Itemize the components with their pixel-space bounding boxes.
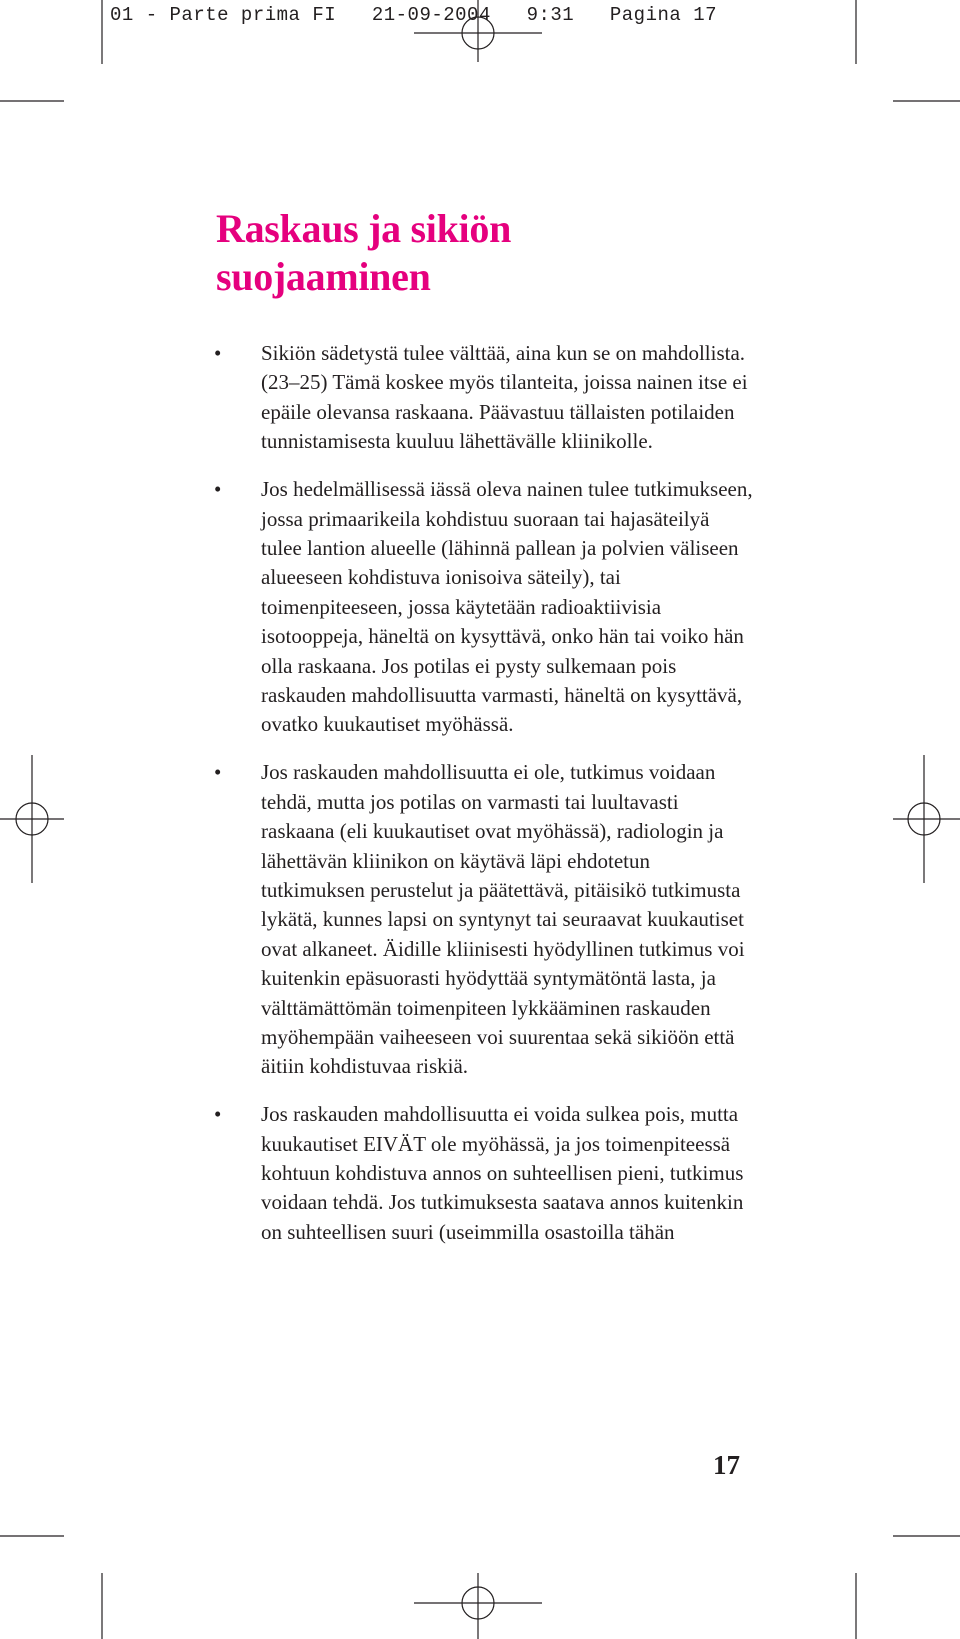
page-title: [216, 205, 511, 301]
registration-mark-left: [0, 755, 64, 883]
print-slug-line: 01 - Parte prima FI 21-09-2004 9:31 Pagina 17: [110, 4, 717, 26]
list-item-text: Sikiön sädetystä tulee välttää, aina kun se on mahdollista. (23–25) Tämä koskee myös tilanteita, joissa nainen itse ei epäile olevansa raskaana. Päävastuu tällaisten potilaiden tunnistamisesta kuuluu lähettävälle kliinikolle.: [261, 341, 748, 454]
bullet-icon: •: [214, 477, 222, 502]
list-item: [214, 475, 754, 740]
page-title-line-1: Raskaus ja sikiön: [216, 206, 512, 251]
list-item: [214, 339, 754, 457]
bullet-icon: •: [214, 1102, 222, 1127]
bullet-icon: •: [214, 341, 222, 365]
bullet-icon: •: [214, 760, 222, 785]
page-title-line-2: suojaaminen: [216, 254, 431, 299]
list-item-text: Jos hedelmällisessä iässä oleva nainen tulee tutkimukseen, jossa primaarikeila kohdistuu suoraan tai hajasäteilyä tulee lantion alueelle (lähinnä pallean ja polvien väliseen alueeseen kohdistuva ionisoiva säteily), tai toimenpiteeseen, jossa käytetään radioaktiivisia isotooppeja, häneltä on kysyttävä, onko hän tai voiko hän olla raskaana. Jos potilas ei pysty sulkemaan pois raskauden mahdollisuutta varmasti, häneltä on kysyttävä, ovatko kuukautiset myöhässä.: [261, 477, 753, 737]
list-item: [214, 758, 754, 1081]
list-item-text: Jos raskauden mahdollisuutta ei voida sulkea pois, mutta kuukautiset EIVÄT ole myöhässä, ja jos toimenpiteessä kohtuun kohdistuva annos on suhteellisen pieni, tutkimus voidaan tehdä. Jos tutkimuksesta saatava annos kuitenkin on suhteellisen suuri (useimmilla osastoilla tähän: [261, 1102, 744, 1244]
list-item: [214, 1100, 754, 1247]
registration-mark-bottom: [414, 1573, 542, 1639]
page-number: 17: [713, 1450, 740, 1480]
list-item-text: Jos raskauden mahdollisuutta ei ole, tutkimus voidaan tehdä, mutta jos potilas on varmasti tai luultavasti raskaana (eli kuukautiset ovat myöhässä), radiologin ja lähettävän kliinikon on käytävä läpi ehdotetun tutkimuksen perustelut ja päätettävä, pitäisikö tutkimusta lykätä, kunnes lapsi on syntynyt tai seuraavat kuukautiset ovat alkaneet. Äidille kliinisesti hyödyllinen tutkimus voi kuitenkin epäsuorasti hyödyttää syntymätöntä lasta, ja välttämättömän toimenpiteen lykkääminen raskauden myöhempään vaiheeseen voi suurentaa sekä sikiöön että äitiin kohdistuvaa riskiä.: [261, 760, 745, 1079]
registration-mark-right: [893, 755, 960, 883]
bullet-list: [214, 339, 754, 1266]
